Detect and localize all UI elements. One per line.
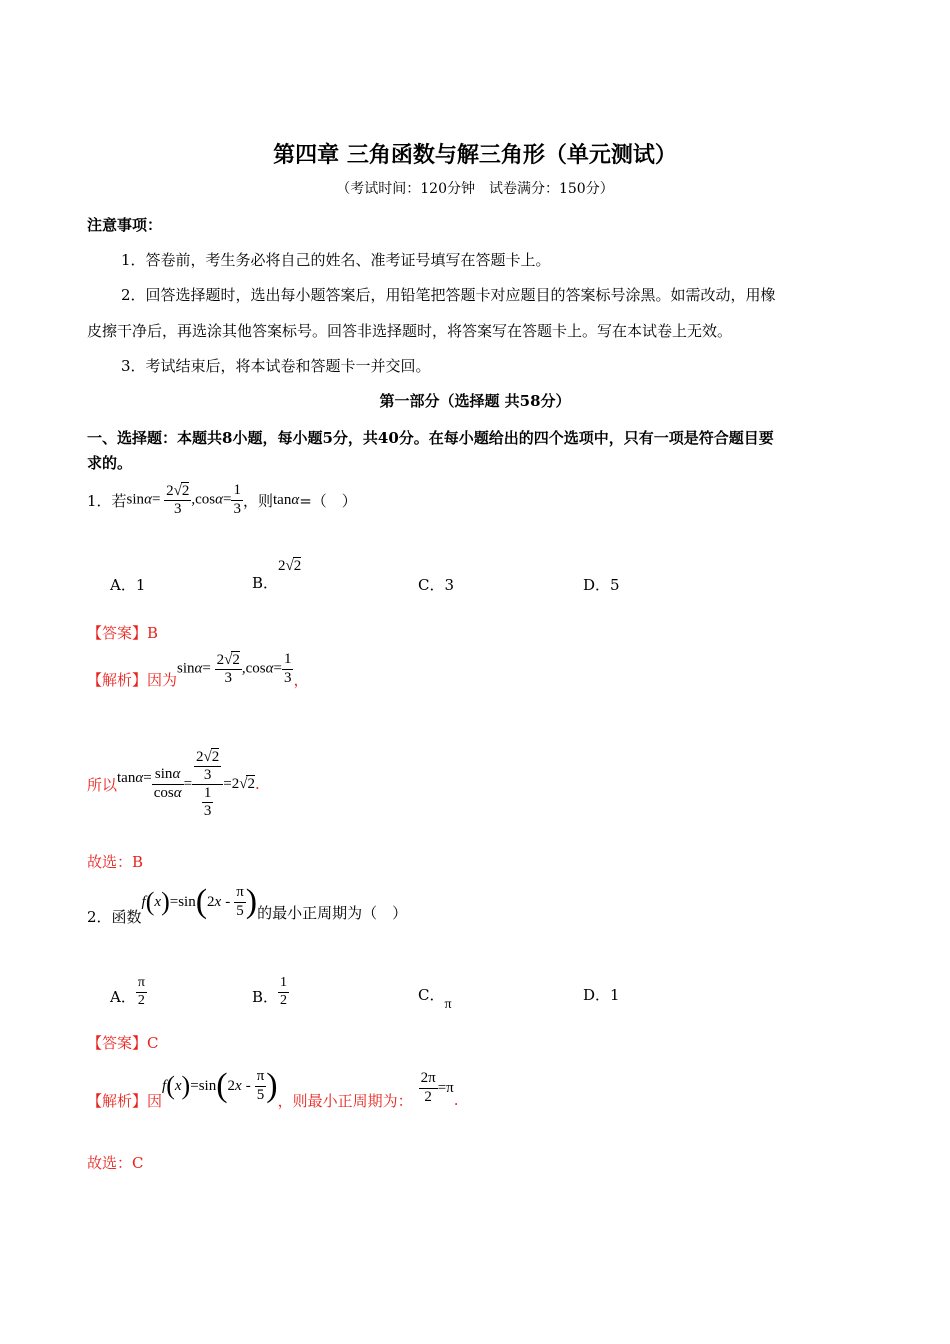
question-1: 1．若 sinα= $\frac{2√2}{3}$ ,cosα= $\frac{1}{3}$ ，则 tanα =（ ） bbox=[87, 482, 357, 517]
question-2: 2．函数 f ( x ) = sin ( 2 x - $\frac{\pi}{5}$ ) 的最小正周期为（ ） bbox=[87, 883, 408, 926]
q2-conclusion: 故选：C bbox=[87, 1154, 144, 1172]
question-2-formula: f ( x ) = sin ( 2 x - $\frac{\pi}{5}$ ) bbox=[141, 883, 258, 920]
section1-line2: 求的。 bbox=[87, 454, 133, 472]
q1-conclusion: 故选：B bbox=[87, 853, 144, 871]
notice-item-2-line2: 皮擦干净后，再选涂其他答案标号。回答非选择题时，将答案写在答题卡上。写在本试卷上无效。 bbox=[87, 322, 733, 340]
q2-option-c[interactable]: C．π bbox=[418, 986, 452, 1012]
q1-option-b[interactable]: B．2√2 bbox=[252, 558, 302, 592]
q2-option-a[interactable]: A． $\frac{\pi}{2}$ bbox=[110, 975, 145, 1008]
q2-answer: 【答案】C bbox=[87, 1034, 159, 1052]
question-1-sin-formula: sinα= $\frac{2√2}{3}$ ,cosα= $\frac{1}{3}$ bbox=[126, 482, 241, 517]
notice-item-1: 1．答卷前，考生务必将自己的姓名、准考证号填写在答题卡上。 bbox=[121, 251, 551, 269]
page-title: 第四章 三角函数与解三角形（单元测试） bbox=[273, 142, 677, 168]
notice-item-3: 3．考试结束后，将本试卷和答题卡一并交回。 bbox=[121, 357, 431, 375]
q1-option-a[interactable]: A．1 bbox=[110, 576, 146, 594]
exam-info: （考试时间：120分钟 试卷满分：150分） bbox=[336, 181, 614, 197]
q2-option-d[interactable]: D．1 bbox=[583, 986, 620, 1004]
notice-item-2-line1: 2．回答选择题时，选出每小题答案后，用铅笔把答题卡对应题目的答案标号涂黑。如需改动，用橡 bbox=[121, 286, 776, 304]
question-2-prefix: 2．函数 bbox=[87, 907, 142, 926]
q1-option-d[interactable]: D．5 bbox=[583, 576, 620, 594]
q2-option-b[interactable]: B． $\frac{1}{2}$ bbox=[252, 975, 288, 1008]
q1-analysis-tag: 【解析】 bbox=[87, 670, 148, 689]
part1-heading: 第一部分（选择题 共58分） bbox=[379, 392, 571, 410]
question-1-prefix: 1．若 bbox=[87, 491, 127, 510]
q2-analysis: 【解析】因 f ( x ) = sin ( 2 x - $\frac{\pi}{5}$ ) ，则最小正周期为： $\frac{2\pi}{2}$ = π . bbox=[87, 1067, 459, 1110]
section1-line1: 一、选择题：本题共8小题，每小题5分，共40分。在每小题给出的四个选项中，只有一项是符合题目要 bbox=[87, 429, 774, 447]
q1-option-c[interactable]: C．3 bbox=[418, 576, 455, 594]
q2-analysis-tag: 【解析】因 bbox=[87, 1091, 163, 1110]
q1-analysis: 【解析】 因为 sinα= $\frac{2√2}{3}$ ,cosα= $\frac{1}{3}$ ， bbox=[87, 651, 309, 689]
q1-derivation: 所以 tanα= $\frac{\sin\alpha}{\cos\alpha}$ = $\frac{\frac{2√2}{3}}{\frac{1}{3}}$ = 2 √ 2 . bbox=[87, 748, 260, 820]
notice-heading: 注意事项： bbox=[87, 216, 163, 234]
q1-answer: 【答案】B bbox=[87, 624, 159, 642]
